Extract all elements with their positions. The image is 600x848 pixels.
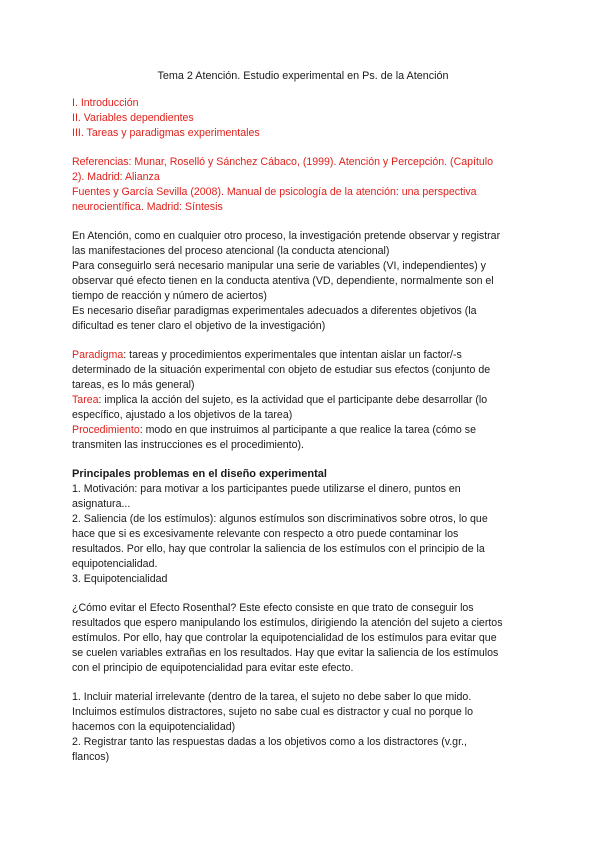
- text-line: asignatura...: [72, 498, 131, 510]
- text-line: 2. Registrar tanto las respuestas dadas a los objetivos como a los distractores (v.gr.,: [72, 736, 467, 748]
- document-page: [72, 70, 534, 765]
- text-line: Es necesario diseñar paradigmas experimentales adecuados a diferentes objetivos (la: [72, 305, 477, 317]
- text-line: tiempo de reacción y número de aciertos): [72, 290, 267, 302]
- intro-paragraph: [72, 229, 534, 334]
- reference-line: Fuentes y García Sevilla (2008). Manual de psicología de la atención: una perspectiva: [72, 186, 477, 198]
- text-line: 2. Saliencia (de los estímulos): algunos estímulos son discriminativos sobre otros, lo que: [72, 513, 488, 525]
- toc-item: II. Variables dependientes: [72, 112, 194, 124]
- definition-text: : modo en que instruimos al participante a que realice la tarea (cómo se: [139, 424, 476, 436]
- text-line: resultados. Por ello, hay que controlar la saliencia de los estímulos con el principio de la: [72, 543, 485, 555]
- toc-item: I. Introducción: [72, 97, 139, 109]
- definition-text: : tareas y procedimientos experimentales que intentan aislar un factor/-s: [123, 349, 462, 361]
- text-line: observar qué efecto tienen en la conducta atentiva (VD, dependiente, normalmente son el: [72, 275, 494, 287]
- text-line: dificultad es tener claro el objetivo de la investigación): [72, 320, 326, 332]
- text-line: En Atención, como en cualquier otro proceso, la investigación pretende observar y registrar: [72, 230, 501, 242]
- reference-line: Referencias: Munar, Roselló y Sánchez Cábaco, (1999). Atención y Percepción. (Capítulo: [72, 156, 494, 168]
- text-line: equipotencialidad.: [72, 558, 158, 570]
- table-of-contents: [72, 96, 534, 141]
- toc-item: III. Tareas y paradigmas experimentales: [72, 127, 260, 139]
- document-title: Tema 2 Atención. Estudio experimental en Ps. de la Atención: [157, 70, 449, 82]
- text-line: estímulos. Por ello, hay que controlar la equipotencialidad de los estímulos para evitar que: [72, 632, 497, 644]
- text-line: las manifestaciones del proceso atencional (la conducta atencional): [72, 245, 390, 257]
- term-procedimiento: Procedimiento: [72, 424, 140, 436]
- definition-text: específico, ajustado a los objetivos de la tarea): [72, 409, 293, 421]
- text-line: ¿Cómo evitar el Efecto Rosenthal? Este efecto consiste en que trato de conseguir los: [72, 602, 474, 614]
- text-line: Para conseguirlo será necesario manipular una serie de variables (VI, independientes) y: [72, 260, 486, 272]
- text-line: resultados que espero manipulando los estímulos, dirigiendo la atención del sujeto a ciertos: [72, 617, 503, 629]
- text-line: 1. Incluir material irrelevante (dentro de la tarea, el sujeto no debe saber lo que mido.: [72, 691, 472, 703]
- references: [72, 155, 534, 215]
- text-line: se cuelen variables extrañas en los resultados. Hay que evitar la saliencia de los estímulos: [72, 647, 499, 659]
- term-paradigma: Paradigma: [72, 349, 124, 361]
- definitions: [72, 348, 534, 453]
- section-heading: Principales problemas en el diseño experimental: [72, 468, 327, 480]
- definition-text: determinado de la situación experimental con objeto de estudiar sus efectos (conjunto de: [72, 364, 491, 376]
- definition-text: : implica la acción del sujeto, es la actividad que el participante debe desarrollar (lo: [98, 394, 488, 406]
- problems-section: [72, 467, 534, 587]
- text-line: hace que si es excesivamente relevante con respecto a otro puede contaminar los: [72, 528, 459, 540]
- definition-text: tareas, es lo más general): [72, 379, 195, 391]
- text-line: hacemos con la equipotencialidad): [72, 721, 236, 733]
- reference-line: neurocientífica. Madrid: Síntesis: [72, 201, 223, 213]
- text-line: 1. Motivación: para motivar a los participantes puede utilizarse el dinero, puntos en: [72, 483, 461, 495]
- text-line: con el principio de equipotencialidad para evitar este efecto.: [72, 662, 354, 674]
- definition-text: transmiten las instrucciones es el procedimiento).: [72, 439, 304, 451]
- text-line: 3. Equipotencialidad: [72, 573, 168, 585]
- text-line: Incluimos estímulos distractores, sujeto no sabe cual es distractor y cual no porque lo: [72, 706, 473, 718]
- term-tarea: Tarea: [72, 394, 99, 406]
- measures-list: [72, 690, 534, 765]
- text-line: flancos): [72, 751, 110, 763]
- reference-line: 2). Madrid: Alianza: [72, 171, 160, 183]
- rosenthal-paragraph: [72, 601, 534, 676]
